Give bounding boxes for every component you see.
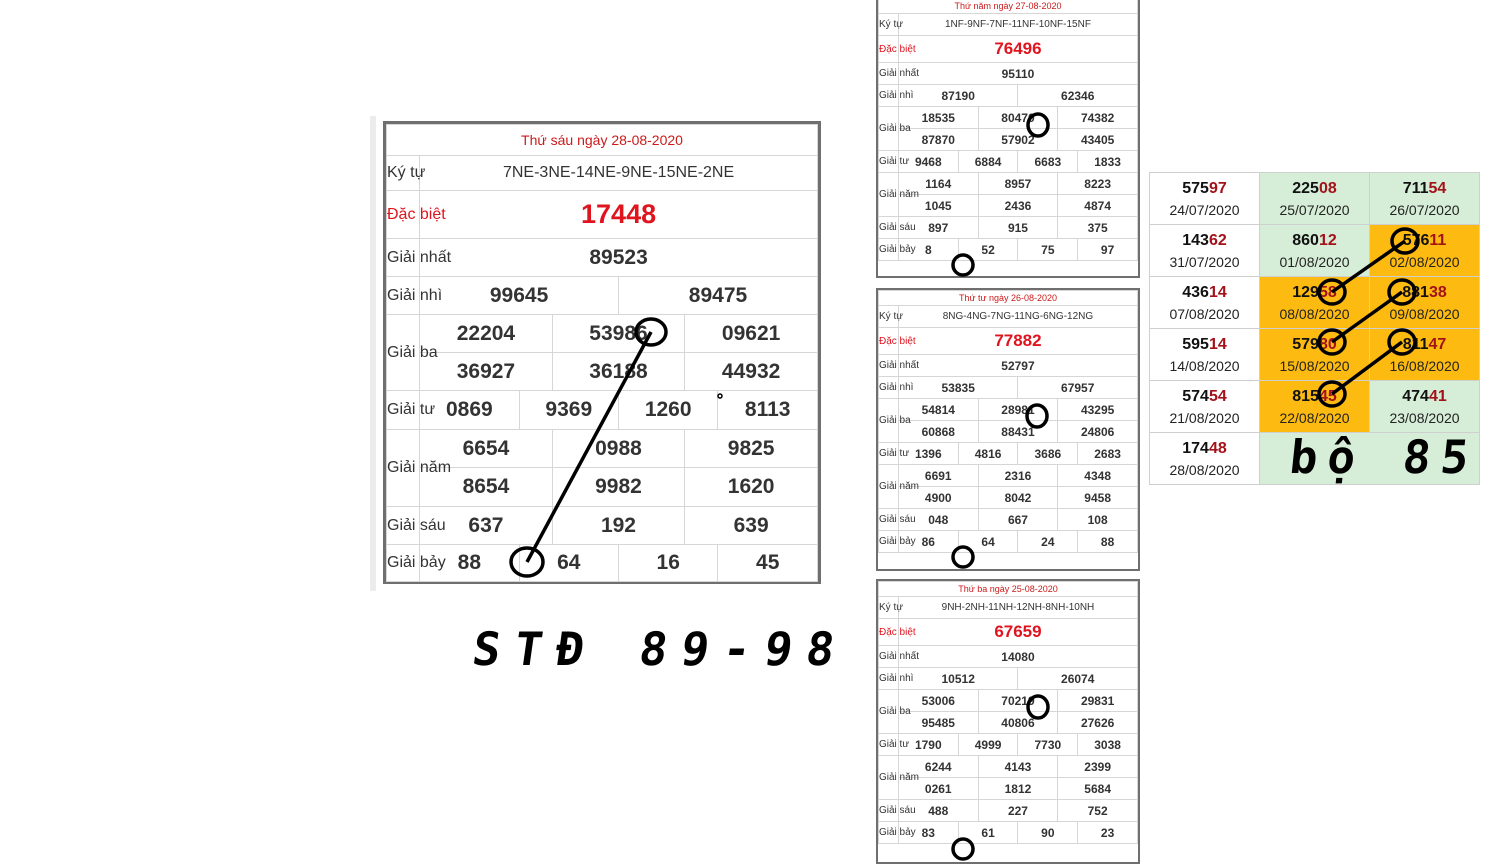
- grid-number-prefix: 576: [1402, 231, 1430, 249]
- grid-date: 26/07/2020: [1389, 201, 1460, 218]
- fifth-prize-value: 8042: [978, 487, 1058, 509]
- grid-number-last-two: 38: [1428, 283, 1447, 301]
- fifth-prize-value: 0988: [552, 430, 685, 468]
- grid-date: 22/08/2020: [1279, 409, 1350, 426]
- grid-date: 14/08/2020: [1169, 357, 1240, 374]
- grid-number: [1260, 282, 1369, 304]
- grid-row: [1150, 225, 1480, 277]
- first-prize-value: 52797: [898, 355, 1137, 377]
- fifth-prize-value: 2399: [1058, 756, 1138, 778]
- third-prize-value: 36927: [420, 353, 553, 391]
- fourth-prize-value: 8113: [718, 391, 818, 430]
- grid-number: [1260, 386, 1369, 408]
- seventh-prize-value: 88: [420, 545, 519, 582]
- fourth-prize-value: 7730: [1018, 734, 1078, 756]
- fifth-prize-value: 8654: [420, 468, 553, 507]
- grid-number-last-two: 14: [1208, 283, 1227, 301]
- grid-number: [1260, 334, 1369, 356]
- fourth-prize-value: 1790: [898, 734, 958, 756]
- sixth-prize-value: 488: [898, 800, 978, 822]
- third-prize-value: 53986: [552, 315, 685, 353]
- third-prize-value: 57902: [978, 129, 1058, 151]
- grid-number-prefix: 129: [1292, 283, 1319, 301]
- grid-number-last-two: 47: [1428, 335, 1447, 353]
- third-prize-value: 54814: [898, 399, 978, 421]
- seventh-prize-value: 23: [1078, 822, 1138, 844]
- seventh-prize-value: 90: [1018, 822, 1078, 844]
- row-label-giaisau: Giải sáu: [387, 507, 420, 545]
- table-title: Thứ ba ngày 25-08-2020: [879, 582, 1138, 597]
- grid-number: [1150, 230, 1259, 252]
- grid-date: 23/08/2020: [1389, 409, 1460, 426]
- second-prize-value: 26074: [1018, 668, 1138, 690]
- fifth-prize-value: 1812: [978, 778, 1058, 800]
- fourth-prize-value: 0869: [420, 391, 519, 430]
- fifth-prize-value: 2436: [978, 195, 1058, 217]
- seventh-prize-value: 24: [1018, 531, 1078, 553]
- fifth-prize-value: 2316: [978, 465, 1058, 487]
- second-prize-value: 89475: [618, 277, 817, 315]
- grid-cell: [1150, 433, 1260, 485]
- fifth-prize-value: 6691: [898, 465, 978, 487]
- seventh-prize-value: 97: [1078, 239, 1138, 261]
- third-prize-value: 80470: [978, 107, 1058, 129]
- kytu-value: 7NE-3NE-14NE-9NE-15NE-2NE: [420, 156, 818, 191]
- grid-number-prefix: 595: [1182, 335, 1209, 353]
- grid-number-prefix: 143: [1182, 231, 1209, 249]
- fifth-prize-value: 9982: [552, 468, 685, 507]
- grid-number: [1370, 282, 1479, 304]
- annotation-bo: bộ 85: [1287, 430, 1482, 484]
- grid-number-prefix: 174: [1182, 439, 1209, 457]
- seventh-prize-value: 64: [958, 531, 1018, 553]
- fourth-prize-value: 4816: [958, 443, 1018, 465]
- third-prize-value: 09621: [685, 315, 818, 353]
- row-label-giainhat: Giải nhất: [879, 63, 899, 85]
- row-label-dacbiet: Đặc biệt: [879, 36, 899, 63]
- grid-number: [1370, 386, 1479, 408]
- seventh-prize-value: 61: [958, 822, 1018, 844]
- third-prize-value: 36188: [552, 353, 685, 391]
- grid-number-last-two: 08: [1318, 179, 1337, 197]
- row-label-giaiba: Giải ba: [879, 107, 899, 151]
- third-prize-value: 43295: [1058, 399, 1138, 421]
- second-prize-value: 67957: [1018, 377, 1138, 399]
- seventh-prize-value: 88: [1078, 531, 1138, 553]
- row-label-giainhat: Giải nhất: [879, 355, 899, 377]
- main-results-table: [386, 124, 818, 582]
- sixth-prize-value: 192: [552, 507, 685, 545]
- fifth-prize-value: 4348: [1058, 465, 1138, 487]
- fifth-prize-value: 0261: [898, 778, 978, 800]
- grid-date: 02/08/2020: [1389, 253, 1460, 270]
- row-label-kytu: Ký tự: [879, 306, 899, 328]
- third-prize-value: 44932: [685, 353, 818, 391]
- fifth-prize-value: 9825: [685, 430, 818, 468]
- second-prize-value: 10512: [898, 668, 1018, 690]
- row-label-dacbiet: Đặc biệt: [387, 191, 420, 239]
- seventh-prize-value: 86: [898, 531, 958, 553]
- first-prize-value: 14080: [898, 646, 1137, 668]
- fourth-prize-value: 9369: [519, 391, 618, 430]
- kytu-value: 1NF-9NF-7NF-11NF-10NF-15NF: [898, 14, 1137, 36]
- third-prize-value: 22204: [420, 315, 553, 353]
- third-prize-value: 18535: [898, 107, 978, 129]
- small-results-table: [878, 0, 1138, 261]
- sixth-prize-value: 227: [978, 800, 1058, 822]
- row-label-giainam: Giải năm: [879, 465, 899, 509]
- grid-number: [1150, 178, 1259, 200]
- grid-cell: [1150, 329, 1260, 381]
- seventh-prize-value: 45: [718, 545, 818, 582]
- grid-number-prefix: 881: [1402, 283, 1429, 301]
- seventh-prize-value: 64: [519, 545, 618, 582]
- fifth-prize-value: 4900: [898, 487, 978, 509]
- grid-number-last-two: 62: [1208, 231, 1227, 249]
- grid-number-last-two: 14: [1208, 335, 1227, 353]
- third-prize-value: 70219: [978, 690, 1058, 712]
- special-prize-value: 17448: [420, 191, 818, 239]
- grid-cell: [1150, 173, 1260, 225]
- third-prize-value: 74382: [1058, 107, 1138, 129]
- sixth-prize-value: 637: [420, 507, 553, 545]
- row-label-giaitu: Giải tư: [879, 734, 899, 756]
- table-title: Thứ sáu ngày 28-08-2020: [387, 125, 818, 156]
- fifth-prize-value: 6244: [898, 756, 978, 778]
- grid-cell: [1150, 277, 1260, 329]
- result-table-28-08: [383, 121, 821, 584]
- grid-cell: [1150, 225, 1260, 277]
- row-label-giainam: Giải năm: [387, 430, 420, 507]
- fifth-prize-value: 1045: [898, 195, 978, 217]
- grid-date: 01/08/2020: [1279, 253, 1350, 270]
- grid-cell: [1260, 381, 1370, 433]
- grid-cell: [1150, 381, 1260, 433]
- grid-date: 07/08/2020: [1169, 305, 1240, 322]
- small-results-table: [878, 290, 1138, 553]
- grid-number-last-two: 54: [1428, 179, 1447, 197]
- fifth-prize-value: 1164: [898, 173, 978, 195]
- grid-row: [1150, 277, 1480, 329]
- table-title: Thứ năm ngày 27-08-2020: [879, 0, 1138, 14]
- grid-date: 31/07/2020: [1169, 253, 1240, 270]
- row-label-giaisau: Giải sáu: [879, 217, 899, 239]
- row-label-giaiba: Giải ba: [879, 399, 899, 443]
- special-prize-value: 67659: [898, 619, 1137, 646]
- special-prize-value: 76496: [898, 36, 1137, 63]
- grid-cell: [1370, 329, 1480, 381]
- grid-date: 15/08/2020: [1279, 357, 1350, 374]
- grid-number-last-two: 54: [1208, 387, 1227, 405]
- first-prize-value: 95110: [898, 63, 1137, 85]
- fourth-prize-value: 3038: [1078, 734, 1138, 756]
- grid-number: [1150, 334, 1259, 356]
- row-label-dacbiet: Đặc biệt: [879, 328, 899, 355]
- grid-row: [1150, 173, 1480, 225]
- grid-number-last-two: 58: [1318, 283, 1337, 301]
- row-label-giainam: Giải năm: [879, 756, 899, 800]
- result-table-27-08: [876, 0, 1140, 278]
- grid-number-prefix: 579: [1292, 335, 1319, 353]
- row-label-giaitu: Giải tư: [879, 151, 899, 173]
- grid-number: [1370, 178, 1479, 200]
- third-prize-value: 53006: [898, 690, 978, 712]
- grid-number-prefix: 811: [1402, 335, 1429, 353]
- sixth-prize-value: 375: [1058, 217, 1138, 239]
- grid-number-prefix: 575: [1182, 179, 1209, 197]
- third-prize-value: 88431: [978, 421, 1058, 443]
- row-label-giainhi: Giải nhì: [879, 85, 899, 107]
- sixth-prize-value: 752: [1058, 800, 1138, 822]
- grid-number-prefix: 574: [1182, 387, 1209, 405]
- grid-number-prefix: 436: [1182, 283, 1209, 301]
- third-prize-value: 28981: [978, 399, 1058, 421]
- fourth-prize-value: 1833: [1078, 151, 1138, 173]
- grid-cell: [1370, 277, 1480, 329]
- seventh-prize-value: 52: [958, 239, 1018, 261]
- grid-cell: [1260, 329, 1370, 381]
- seventh-prize-value: 75: [1018, 239, 1078, 261]
- grid-number-last-two: 48: [1208, 439, 1227, 457]
- first-prize-value: 89523: [420, 239, 818, 277]
- seventh-prize-value: 16: [618, 545, 717, 582]
- second-prize-value: 99645: [420, 277, 619, 315]
- row-label-giainhi: Giải nhì: [879, 668, 899, 690]
- grid-cell: [1260, 225, 1370, 277]
- row-label-kytu: Ký tự: [387, 156, 420, 191]
- fourth-prize-value: 9468: [898, 151, 958, 173]
- row-label-giaitu: Giải tư: [387, 391, 420, 430]
- grid-number-prefix: 225: [1292, 179, 1319, 197]
- grid-number-prefix: 474: [1402, 387, 1429, 405]
- grid-number-last-two: 12: [1318, 231, 1337, 249]
- second-prize-value: 87190: [898, 85, 1018, 107]
- grid-number: [1260, 230, 1369, 252]
- annotation-std: STĐ 89-98: [469, 622, 853, 676]
- kytu-value: 8NG-4NG-7NG-11NG-6NG-12NG: [898, 306, 1137, 328]
- special-prize-value: 77882: [898, 328, 1137, 355]
- third-prize-value: 87870: [898, 129, 978, 151]
- sixth-prize-value: 915: [978, 217, 1058, 239]
- grid-date: 28/08/2020: [1169, 461, 1240, 478]
- result-table-25-08: [876, 579, 1140, 864]
- fifth-prize-value: 8957: [978, 173, 1058, 195]
- second-prize-value: 53835: [898, 377, 1018, 399]
- grid-number: [1150, 386, 1259, 408]
- seventh-prize-value: 83: [898, 822, 958, 844]
- row-label-giaibay: Giải bảy: [879, 822, 899, 844]
- grid-date: 16/08/2020: [1389, 357, 1460, 374]
- row-label-dacbiet: Đặc biệt: [879, 619, 899, 646]
- third-prize-value: 60868: [898, 421, 978, 443]
- row-label-giainhat: Giải nhất: [387, 239, 420, 277]
- fifth-prize-value: 4874: [1058, 195, 1138, 217]
- seventh-prize-value: 8: [898, 239, 958, 261]
- row-label-kytu: Ký tự: [879, 597, 899, 619]
- third-prize-value: 27626: [1058, 712, 1138, 734]
- fourth-prize-value: 2683: [1078, 443, 1138, 465]
- fourth-prize-value: 1260: [618, 391, 717, 430]
- result-table-26-08: [876, 288, 1140, 571]
- row-label-giaiba: Giải ba: [879, 690, 899, 734]
- grid-date: 08/08/2020: [1279, 305, 1350, 322]
- grid-cell: [1260, 277, 1370, 329]
- fourth-prize-value: 6884: [958, 151, 1018, 173]
- grid-number-prefix: 860: [1292, 231, 1319, 249]
- fourth-prize-value: 4999: [958, 734, 1018, 756]
- grid-number: [1150, 438, 1259, 460]
- sixth-prize-value: 639: [685, 507, 818, 545]
- row-label-giainam: Giải năm: [879, 173, 899, 217]
- fifth-prize-value: 9458: [1058, 487, 1138, 509]
- fourth-prize-value: 3686: [1018, 443, 1078, 465]
- grid-number: [1370, 334, 1479, 356]
- sixth-prize-value: 667: [978, 509, 1058, 531]
- row-label-giaiba: Giải ba: [387, 315, 420, 391]
- third-prize-value: 95485: [898, 712, 978, 734]
- grid-date: 25/07/2020: [1279, 201, 1350, 218]
- grid-date: 24/07/2020: [1169, 201, 1240, 218]
- grid-number: [1150, 282, 1259, 304]
- fifth-prize-value: 1620: [685, 468, 818, 507]
- row-label-giaisau: Giải sáu: [879, 800, 899, 822]
- grid-number-prefix: 815: [1292, 387, 1319, 405]
- grid-row: [1150, 381, 1480, 433]
- grid-number-prefix: 711: [1402, 179, 1429, 197]
- grid-number-last-two: 11: [1429, 231, 1447, 249]
- row-label-giainhi: Giải nhì: [879, 377, 899, 399]
- row-label-kytu: Ký tự: [879, 14, 899, 36]
- fifth-prize-value: 5684: [1058, 778, 1138, 800]
- grid-number-last-two: 97: [1208, 179, 1227, 197]
- fifth-prize-value: 6654: [420, 430, 553, 468]
- row-label-giaibay: Giải bảy: [879, 239, 899, 261]
- fourth-prize-value: 6683: [1018, 151, 1078, 173]
- fifth-prize-value: 8223: [1058, 173, 1138, 195]
- grid-cell: [1370, 173, 1480, 225]
- second-prize-value: 62346: [1018, 85, 1138, 107]
- third-prize-value: 24806: [1058, 421, 1138, 443]
- sixth-prize-value: 048: [898, 509, 978, 531]
- third-prize-value: 40806: [978, 712, 1058, 734]
- row-label-giainhi: Giải nhì: [387, 277, 420, 315]
- fourth-prize-value: 1396: [898, 443, 958, 465]
- row-label-giaibay: Giải bảy: [879, 531, 899, 553]
- grid-date: 21/08/2020: [1169, 409, 1240, 426]
- row-label-giaisau: Giải sáu: [879, 509, 899, 531]
- third-prize-value: 43405: [1058, 129, 1138, 151]
- sixth-prize-value: 897: [898, 217, 978, 239]
- small-results-table: [878, 581, 1138, 844]
- row-label-giaibay: Giải bảy: [387, 545, 420, 582]
- grid-number-last-two: 41: [1428, 387, 1447, 405]
- grid-number-last-two: 80: [1318, 335, 1337, 353]
- grid-row: [1150, 329, 1480, 381]
- grid-cell: [1370, 381, 1480, 433]
- sixth-prize-value: 108: [1058, 509, 1138, 531]
- table-title: Thứ tư ngày 26-08-2020: [879, 291, 1138, 306]
- grid-date: 09/08/2020: [1389, 305, 1460, 322]
- third-prize-value: 29831: [1058, 690, 1138, 712]
- grid-cell: [1370, 225, 1480, 277]
- grid-number: [1260, 178, 1369, 200]
- grid-number-last-two: 45: [1318, 387, 1337, 405]
- kytu-value: 9NH-2NH-11NH-12NH-8NH-10NH: [898, 597, 1137, 619]
- row-label-giaitu: Giải tư: [879, 443, 899, 465]
- grid-cell: [1260, 173, 1370, 225]
- row-label-giainhat: Giải nhất: [879, 646, 899, 668]
- grid-number: [1370, 230, 1479, 252]
- fifth-prize-value: 4143: [978, 756, 1058, 778]
